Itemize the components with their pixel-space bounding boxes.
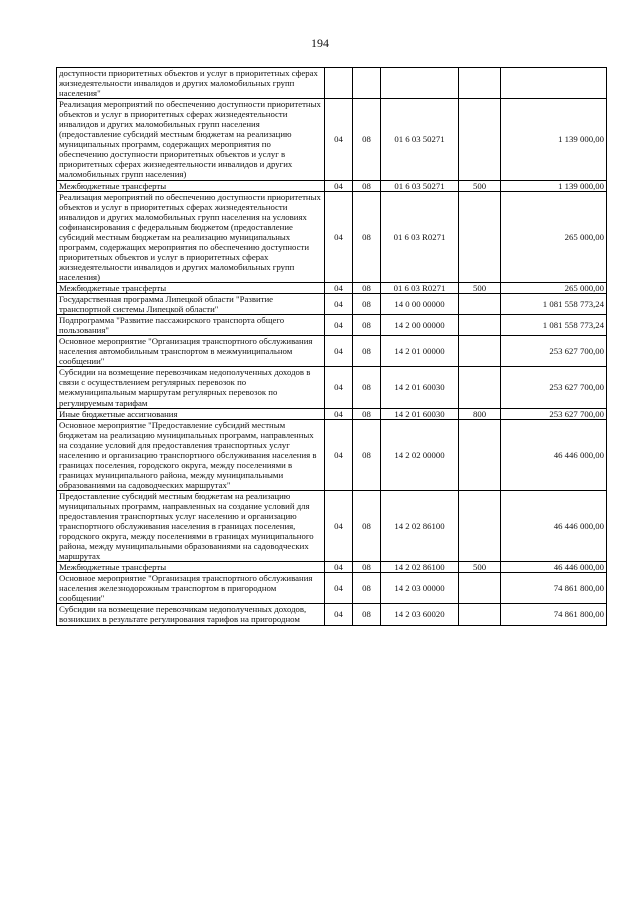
table-row bbox=[57, 315, 607, 336]
row-subsection-code: 08 bbox=[353, 573, 381, 604]
row-target-article-code: 14 2 01 00000 bbox=[381, 336, 459, 367]
row-amount: 265 000,00 bbox=[501, 191, 607, 282]
row-name: Основное мероприятие "Предоставление субсидий местным бюджетам на реализацию муниципальных программ, направленных на создание условий для предоставления транспортных услуг населению и организацию транспортного обслуживания населения в границах поселения, городского округа, между поселениями в границах муниципального района, между муниципальными образованиями на садоводческих маршрутах" bbox=[57, 419, 325, 490]
row-subsection-code: 08 bbox=[353, 419, 381, 490]
row-amount: 265 000,00 bbox=[501, 282, 607, 293]
row-section-code: 04 bbox=[325, 336, 353, 367]
row-section-code: 04 bbox=[325, 315, 353, 336]
row-amount: 253 627 700,00 bbox=[501, 336, 607, 367]
row-target-article-code: 01 6 03 50271 bbox=[381, 99, 459, 180]
row-section-code: 04 bbox=[325, 367, 353, 408]
table-row bbox=[57, 294, 607, 315]
row-expense-type-code bbox=[459, 191, 501, 282]
row-name: Подпрограмма "Развитие пассажирского транспорта общего пользования" bbox=[57, 315, 325, 336]
row-amount: 253 627 700,00 bbox=[501, 408, 607, 419]
row-amount: 46 446 000,00 bbox=[501, 490, 607, 561]
row-name: Межбюджетные трансферты bbox=[57, 282, 325, 293]
row-amount: 253 627 700,00 bbox=[501, 367, 607, 408]
row-target-article-code bbox=[381, 68, 459, 99]
table-row bbox=[57, 419, 607, 490]
row-amount: 46 446 000,00 bbox=[501, 419, 607, 490]
row-subsection-code: 08 bbox=[353, 336, 381, 367]
row-section-code: 04 bbox=[325, 99, 353, 180]
row-subsection-code: 08 bbox=[353, 282, 381, 293]
row-target-article-code: 14 2 01 60030 bbox=[381, 408, 459, 419]
row-name: Иные бюджетные ассигнования bbox=[57, 408, 325, 419]
row-amount: 1 139 000,00 bbox=[501, 180, 607, 191]
table-row bbox=[57, 573, 607, 604]
table-row bbox=[57, 604, 607, 625]
row-subsection-code: 08 bbox=[353, 604, 381, 625]
row-section-code: 04 bbox=[325, 294, 353, 315]
row-expense-type-code bbox=[459, 99, 501, 180]
row-name: Межбюджетные трансферты bbox=[57, 180, 325, 191]
row-subsection-code bbox=[353, 68, 381, 99]
row-subsection-code: 08 bbox=[353, 99, 381, 180]
row-section-code: 04 bbox=[325, 604, 353, 625]
row-target-article-code: 14 2 02 86100 bbox=[381, 562, 459, 573]
row-amount: 74 861 800,00 bbox=[501, 573, 607, 604]
row-subsection-code: 08 bbox=[353, 315, 381, 336]
row-name: Субсидии на возмещение перевозчикам недополученных доходов в связи с осуществлением регулярных перевозок по межмуниципальным маршрутам регулярных перевозок по регулируемым тарифам bbox=[57, 367, 325, 408]
row-name: Основное мероприятие "Организация транспортного обслуживания населения железнодорожным транспортом в пригородном сообщении" bbox=[57, 573, 325, 604]
row-expense-type-code bbox=[459, 490, 501, 561]
row-amount bbox=[501, 68, 607, 99]
row-name: Межбюджетные трансферты bbox=[57, 562, 325, 573]
budget-table bbox=[56, 67, 607, 626]
row-subsection-code: 08 bbox=[353, 367, 381, 408]
row-expense-type-code: 800 bbox=[459, 408, 501, 419]
table-row bbox=[57, 68, 607, 99]
row-expense-type-code: 500 bbox=[459, 180, 501, 191]
row-amount: 1 081 558 773,24 bbox=[501, 315, 607, 336]
row-target-article-code: 01 6 03 R0271 bbox=[381, 191, 459, 282]
table-row bbox=[57, 562, 607, 573]
row-name: Государственная программа Липецкой области "Развитие транспортной системы Липецкой области" bbox=[57, 294, 325, 315]
row-target-article-code: 14 2 03 00000 bbox=[381, 573, 459, 604]
row-subsection-code: 08 bbox=[353, 294, 381, 315]
row-expense-type-code: 500 bbox=[459, 282, 501, 293]
row-name: Предоставление субсидий местным бюджетам на реализацию муниципальных программ, направленных на создание условий для предоставления транспортных услуг населению и организацию транспортного обслуживания населения в границах поселения, городского округа, между поселениями в границах муниципального района, между муниципальными образованиями на садоводческих маршрутах bbox=[57, 490, 325, 561]
row-subsection-code: 08 bbox=[353, 408, 381, 419]
row-section-code: 04 bbox=[325, 573, 353, 604]
row-amount: 46 446 000,00 bbox=[501, 562, 607, 573]
table-row bbox=[57, 490, 607, 561]
row-section-code: 04 bbox=[325, 282, 353, 293]
row-section-code: 04 bbox=[325, 419, 353, 490]
row-expense-type-code bbox=[459, 419, 501, 490]
table-row bbox=[57, 191, 607, 282]
row-subsection-code: 08 bbox=[353, 191, 381, 282]
table-row bbox=[57, 408, 607, 419]
row-expense-type-code bbox=[459, 604, 501, 625]
row-name: Реализация мероприятий по обеспечению доступности приоритетных объектов и услуг в приоритетных сферах жизнедеятельности инвалидов и других маломобильных групп населения на условиях софинансирования с федеральным бюджетом (предоставление субсидий местным бюджетам на реализацию муниципальных программ, содержащих мероприятия по обеспечению доступности приоритетных объектов и услуг в приоритетных сферах жизнедеятельности инвалидов и других маломобильных групп населения) bbox=[57, 191, 325, 282]
row-section-code: 04 bbox=[325, 408, 353, 419]
row-section-code: 04 bbox=[325, 562, 353, 573]
row-subsection-code: 08 bbox=[353, 562, 381, 573]
row-name: Основное мероприятие "Организация транспортного обслуживания населения автомобильным транспортом в межмуниципальном сообщении" bbox=[57, 336, 325, 367]
row-target-article-code: 14 2 00 00000 bbox=[381, 315, 459, 336]
row-expense-type-code bbox=[459, 336, 501, 367]
row-target-article-code: 14 2 03 60020 bbox=[381, 604, 459, 625]
row-amount: 1 139 000,00 bbox=[501, 99, 607, 180]
row-expense-type-code: 500 bbox=[459, 562, 501, 573]
table-row bbox=[57, 367, 607, 408]
row-section-code: 04 bbox=[325, 180, 353, 191]
table-row bbox=[57, 180, 607, 191]
row-target-article-code: 14 2 02 86100 bbox=[381, 490, 459, 561]
row-name: Субсидии на возмещение перевозчикам недополученных доходов, возникших в результате регулирования тарифов на пригородном bbox=[57, 604, 325, 625]
row-section-code: 04 bbox=[325, 191, 353, 282]
table-row bbox=[57, 99, 607, 180]
row-expense-type-code bbox=[459, 294, 501, 315]
row-subsection-code: 08 bbox=[353, 490, 381, 561]
table-row bbox=[57, 282, 607, 293]
row-amount: 74 861 800,00 bbox=[501, 604, 607, 625]
row-target-article-code: 14 2 02 00000 bbox=[381, 419, 459, 490]
row-target-article-code: 14 0 00 00000 bbox=[381, 294, 459, 315]
row-expense-type-code bbox=[459, 315, 501, 336]
row-target-article-code: 14 2 01 60030 bbox=[381, 367, 459, 408]
budget-table-body bbox=[57, 68, 607, 626]
row-subsection-code: 08 bbox=[353, 180, 381, 191]
row-target-article-code: 01 6 03 R0271 bbox=[381, 282, 459, 293]
table-row bbox=[57, 336, 607, 367]
row-expense-type-code bbox=[459, 68, 501, 99]
row-amount: 1 081 558 773,24 bbox=[501, 294, 607, 315]
row-section-code bbox=[325, 68, 353, 99]
row-target-article-code: 01 6 03 50271 bbox=[381, 180, 459, 191]
row-expense-type-code bbox=[459, 367, 501, 408]
row-name: Реализация мероприятий по обеспечению доступности приоритетных объектов и услуг в приоритетных сферах жизнедеятельности инвалидов и других маломобильных групп населения (предоставление субсидий местным бюджетам на реализацию муниципальных программ, содержащих мероприятия по обеспечению доступности приоритетных объектов и услуг в приоритетных сферах жизнедеятельности инвалидов и других маломобильных групп населения) bbox=[57, 99, 325, 180]
page-number: 194 bbox=[311, 36, 329, 50]
row-expense-type-code bbox=[459, 573, 501, 604]
row-section-code: 04 bbox=[325, 490, 353, 561]
row-name: доступности приоритетных объектов и услуг в приоритетных сферах жизнедеятельности инвалидов и других маломобильных групп населения" bbox=[57, 68, 325, 99]
